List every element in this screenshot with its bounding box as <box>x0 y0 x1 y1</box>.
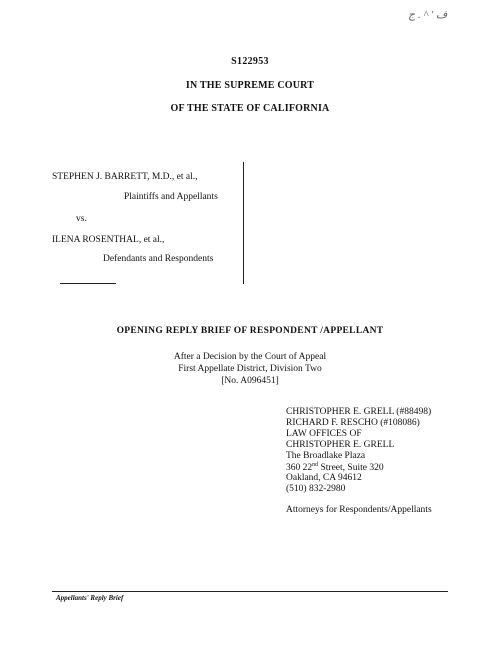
court-name-line2: OF THE STATE OF CALIFORNIA <box>170 103 330 114</box>
caption-vertical-divider <box>243 162 244 284</box>
case-number: S122953 <box>231 56 269 67</box>
street-number: 360 22 <box>286 463 313 474</box>
footer-rule <box>52 591 448 592</box>
corner-handwritten-mark: ف ' ^ . ج <box>408 9 448 21</box>
court-name-line1: IN THE SUPREME COURT <box>185 80 315 91</box>
attorney-line2: RICHARD F. RESCHO (#108086) <box>286 418 420 428</box>
brief-title: OPENING REPLY BRIEF OF RESPONDENT /APPELLANT <box>116 326 384 336</box>
attorney-role: Attorneys for Respondents/Appellants <box>286 505 432 515</box>
defendant-role: Defendants and Respondents <box>103 254 214 264</box>
street-ordinal: nd <box>312 462 319 468</box>
attorney-line1: CHRISTOPHER E. GRELL (#88498) <box>286 407 432 417</box>
attorney-phone: (510) 832-2980 <box>286 484 346 494</box>
street-rest: Street, Suite 320 <box>318 463 384 474</box>
plaintiff-role: Plaintiffs and Appellants <box>124 192 218 202</box>
attorney-address-city: Oakland, CA 94612 <box>286 473 362 483</box>
attorney-address-street <box>286 462 384 473</box>
after-decision-line2: First Appellate District, Division Two <box>178 364 322 374</box>
appeal-number: [No. A096451] <box>221 376 279 386</box>
attorney-line3: LAW OFFICES OF <box>286 429 362 439</box>
attorney-line4: CHRISTOPHER E. GRELL <box>286 440 395 450</box>
after-decision-line1: After a Decision by the Court of Appeal <box>173 352 327 362</box>
footer-label: Appellants' Reply Brief <box>56 594 124 602</box>
defendant-name: ILENA ROSENTHAL, et al., <box>52 235 165 245</box>
attorney-address-plaza: The Broadlake Plaza <box>286 451 366 461</box>
plaintiff-name: STEPHEN J. BARRETT, M.D., et al., <box>52 172 198 182</box>
caption-bottom-rule <box>60 283 116 284</box>
versus-label: vs. <box>76 214 87 224</box>
